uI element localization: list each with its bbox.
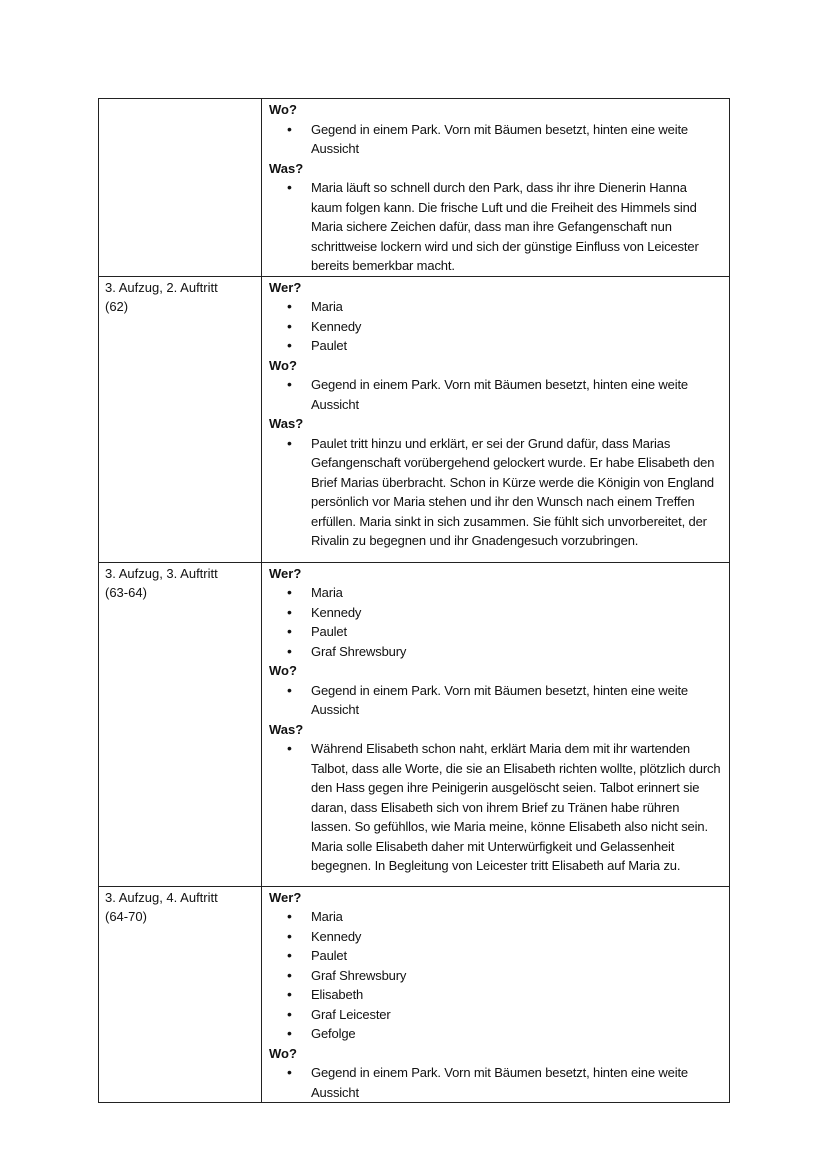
list-item: • Paulet (311, 336, 721, 356)
list-item: • Paulet (311, 946, 721, 966)
scene-table (98, 98, 730, 1103)
bullet-list (269, 434, 721, 551)
section-label: Was? (269, 416, 304, 431)
scene-pages: (63-64) (105, 585, 147, 600)
section-label: Was? (269, 160, 304, 176)
scene-title: 3. Aufzug, 4. Auftritt (105, 889, 218, 905)
scene-pages: (64-70) (105, 909, 147, 924)
list-item: • Gegend in einem Park. Vorn mit Bäumen besetzt, hinten eine weite Aussicht (311, 1063, 721, 1102)
list-item: • Kennedy (311, 927, 721, 947)
section-label: Wo? (269, 1045, 297, 1061)
list-item: • Während Elisabeth schon naht, erklärt Maria dem mit ihr wartenden Talbot, dass alle Worte, die sie an Elisabeth richten wollte, plötzlich durch den Hass gegen ihre Peinigerin ausgelöscht seien. Talbot erinnert sie daran, dass Elisabeth sich von ihrem Brief zu Tränen habe rühren lassen. So gefühllos, wie Maria meine, könne Elisabeth also nicht sein. Maria solle Elisabeth daher mit Unterwürfigkeit und Gelassenheit begegnen. In Begleitung von Leicester tritt Elisabeth auf Maria zu. (311, 739, 721, 876)
list-item: • Graf Leicester (311, 1005, 721, 1025)
list-item: • Maria läuft so schnell durch den Park, dass ihr ihre Dienerin Hanna kaum folgen kann. Die frische Luft und die Freiheit des Himmels sind Maria sichere Zeichen dafür, dass man ihre Gefangenschaft nun schrittweise lockern wird und sich der günstige Einfluss von Leicester bereits bemerkbar macht. (311, 178, 721, 276)
bullet-list (269, 178, 721, 276)
scene-title: 3. Aufzug, 2. Auftritt (105, 279, 218, 295)
table-row (99, 99, 730, 277)
scene-title: 3. Aufzug, 3. Auftritt (105, 565, 218, 581)
bullet-list (269, 1063, 721, 1102)
content-cell (262, 886, 730, 1103)
list-item: • Maria (311, 907, 721, 927)
content-cell (262, 562, 730, 886)
table-row (99, 562, 730, 886)
list-item: • Maria (311, 297, 721, 317)
bullet-list (269, 907, 721, 1044)
bullet-list (269, 297, 721, 356)
scene-cell (99, 562, 262, 886)
section-label: Wer? (269, 565, 302, 581)
section-label: Wer? (269, 279, 302, 295)
bullet-list (269, 375, 721, 414)
list-item: • Gegend in einem Park. Vorn mit Bäumen besetzt, hinten eine weite Aussicht (311, 375, 721, 414)
list-item: • Gefolge (311, 1024, 721, 1044)
bullet-list (269, 681, 721, 720)
section-label: Wo? (269, 102, 297, 117)
content-cell (262, 99, 730, 277)
list-item: • Paulet tritt hinzu und erklärt, er sei der Grund dafür, dass Marias Gefangenschaft vorübergehend gelockert wurde. Er habe Elisabeth den Brief Marias überbracht. Schon in Kürze werde die Königin von England persönlich vor Maria stehen und ihr den Wunsch nach einem Treffen erfüllen. Maria sinkt in sich zusammen. Sie fühlt sich unvorbereitet, der Rivalin zu begegnen und ihr Gnadengesuch vorzubringen. (311, 434, 721, 551)
list-item: • Paulet (311, 622, 721, 642)
scene-pages: (62) (105, 299, 129, 314)
bullet-list (269, 739, 721, 876)
bullet-list (269, 583, 721, 661)
list-item: • Gegend in einem Park. Vorn mit Bäumen besetzt, hinten eine weite Aussicht (311, 120, 721, 159)
section-label: Wer? (269, 889, 302, 905)
list-item: • Graf Shrewsbury (311, 642, 721, 662)
bullet-list (269, 120, 721, 159)
section-label: Wo? (269, 663, 297, 678)
scene-cell (99, 99, 262, 277)
table-row (99, 886, 730, 1103)
list-item: • Kennedy (311, 317, 721, 337)
scene-cell (99, 276, 262, 562)
content-cell (262, 276, 730, 562)
table-row (99, 276, 730, 562)
list-item: • Kennedy (311, 603, 721, 623)
list-item: • Elisabeth (311, 985, 721, 1005)
section-label: Was? (269, 721, 304, 737)
list-item: • Graf Shrewsbury (311, 966, 721, 986)
section-label: Wo? (269, 357, 297, 373)
list-item: • Gegend in einem Park. Vorn mit Bäumen besetzt, hinten eine weite Aussicht (311, 681, 721, 720)
scene-cell (99, 886, 262, 1103)
list-item: • Maria (311, 583, 721, 603)
